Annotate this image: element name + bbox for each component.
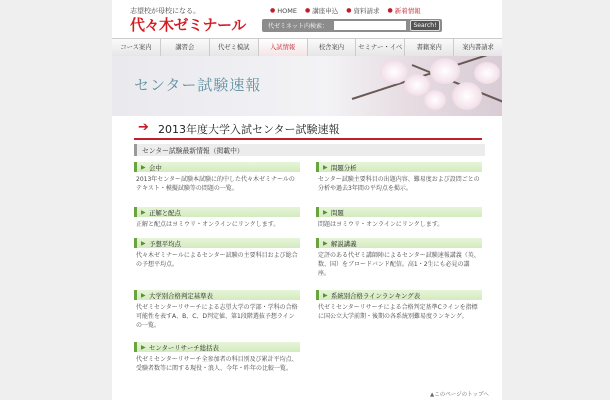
card-questions[interactable] xyxy=(316,207,482,229)
course-apply-link-label: 講座申込 xyxy=(312,7,339,15)
news-link[interactable] xyxy=(387,6,420,15)
card-description: 代ゼミセンターリサーチによる志望大学の学部・学科の合格可能性を表すA、B、C、D判定値、第1段階選抜予想ラインの一覧。 xyxy=(136,304,298,329)
brochure-request-link[interactable] xyxy=(346,6,379,15)
nav-item-books[interactable]: 書籍案内 xyxy=(405,39,454,56)
hero-banner xyxy=(112,56,502,116)
card-lecture[interactable] xyxy=(316,238,482,278)
card-ranking-table[interactable] xyxy=(316,290,482,321)
blossom-image xyxy=(452,82,482,110)
card-description: 代ゼミセンターリサーチ全参加者の科目別及び累計平均点、受験者数等に関する現役・浪人、今年・昨年の比較一覧。 xyxy=(136,356,298,372)
global-nav xyxy=(112,38,502,57)
triangle-right-icon: ▶ xyxy=(141,209,146,216)
nav-item-courses[interactable]: コース案内 xyxy=(112,39,161,56)
card-description: 問題はヨミウリ・オンラインにリンクします。 xyxy=(318,221,444,228)
triangle-right-icon: ▶ xyxy=(323,209,328,216)
card-title[interactable]: 問題分析 xyxy=(331,164,357,172)
search-label: 代ゼミネット内検索： xyxy=(268,23,329,30)
card-title[interactable]: 正解と配点 xyxy=(149,209,181,217)
card-title[interactable]: 問題 xyxy=(331,209,344,217)
triangle-right-icon: ▶ xyxy=(323,164,328,171)
blossom-image xyxy=(424,90,446,110)
card-title[interactable]: 会中 xyxy=(149,164,162,172)
brochure-request-link-label: 資料請求 xyxy=(353,7,380,15)
home-link[interactable] xyxy=(270,6,297,15)
card-description: 定評のある代ゼミ講師陣によるセンター試験速報講義（英、数、国）をブロードバンド配信。高1・2生にも必見の講座。 xyxy=(318,252,480,277)
card-title[interactable]: 予想平均点 xyxy=(149,240,181,248)
card-header[interactable] xyxy=(134,162,300,172)
triangle-right-icon: ▶ xyxy=(141,344,146,351)
utility-links xyxy=(270,6,421,15)
triangle-right-icon: ▶ xyxy=(141,164,146,171)
card-judgment-table[interactable] xyxy=(134,290,300,330)
card-header[interactable] xyxy=(316,207,482,217)
site-logo[interactable]: 代々木ゼミナール xyxy=(130,16,246,34)
triangle-right-icon: ▶ xyxy=(323,240,328,247)
course-apply-link[interactable] xyxy=(305,6,338,15)
nav-item-seminars[interactable]: 講習会 xyxy=(161,39,210,56)
news-link-label: 新着情報 xyxy=(394,7,421,15)
card-description: 代々木ゼミナールによるセンター試験の主要科目および総合の予想平均点。 xyxy=(136,252,298,268)
blossom-image xyxy=(430,58,460,84)
card-header[interactable] xyxy=(316,162,482,172)
card-header[interactable] xyxy=(134,238,300,248)
arrow-right-icon: ➔ xyxy=(138,120,149,135)
page-container xyxy=(112,0,502,400)
triangle-right-icon: ▶ xyxy=(323,292,328,299)
nav-item-guide-request[interactable]: 案内書請求 xyxy=(462,44,494,51)
nav-item-admission-info[interactable]: 入試情報 xyxy=(259,39,308,56)
card-header[interactable] xyxy=(316,238,482,248)
site-header xyxy=(112,0,502,38)
banner-title: センター試験速報 xyxy=(134,76,262,94)
card-header[interactable] xyxy=(316,290,482,300)
triangle-right-icon: ▶ xyxy=(141,240,146,247)
nav-item-campus[interactable]: 校舎案内 xyxy=(308,39,357,56)
page-margin-left xyxy=(0,0,112,400)
bullet-icon: ● xyxy=(270,7,276,14)
bullet-icon: ● xyxy=(387,7,393,14)
card-research-summary[interactable] xyxy=(134,342,300,373)
card-header[interactable] xyxy=(134,207,300,217)
card-title[interactable]: センターリサーチ総括表 xyxy=(149,344,219,352)
card-description: センター試験主要科目の出題内容、難易度および設問ごとの分析や過去3年間の平均点を掲示。 xyxy=(318,176,480,192)
card-description: 代ゼミセンターリサーチによる合格判定基準Cラインを指標に国公立大学前期・後期の各系統別難易度ランキング。 xyxy=(318,304,478,320)
site-tagline: 志望校が母校になる。 xyxy=(130,7,200,15)
nav-item-events[interactable]: セミナー・イベ xyxy=(356,39,405,56)
card-answers[interactable] xyxy=(134,207,300,229)
card-analysis[interactable] xyxy=(316,162,482,193)
card-header[interactable] xyxy=(134,342,300,352)
card-title[interactable]: 解説講義 xyxy=(331,240,357,248)
triangle-right-icon: ▶ xyxy=(141,292,146,299)
card-hits[interactable] xyxy=(134,162,300,193)
page-title-text: 2013年度大学入試センター試験速報 xyxy=(158,123,340,136)
search-button[interactable]: Search! xyxy=(410,20,440,31)
bullet-icon: ● xyxy=(346,7,352,14)
page-title xyxy=(134,118,482,140)
nav-item-mock-exams[interactable]: 代ゼミ模試 xyxy=(210,39,259,56)
search-input[interactable] xyxy=(334,21,406,30)
site-search xyxy=(262,19,442,32)
home-link-label: HOME xyxy=(277,6,297,15)
card-description: 2013年センター試験本試験に的中した代々木ゼミナールのテキスト・模擬試験等の問題の一覧。 xyxy=(136,176,295,192)
page-margin-right xyxy=(502,0,610,400)
card-title[interactable]: 系統別合格ラインランキング表 xyxy=(331,292,421,300)
section-heading-text: センター試験最新情報（掲載中） xyxy=(142,147,244,155)
card-average-score[interactable] xyxy=(134,238,300,269)
page-top-link[interactable]: ▲このページのトップへ xyxy=(430,392,489,398)
card-title[interactable]: 大学別合格判定基準表 xyxy=(149,292,213,300)
card-header[interactable] xyxy=(134,290,300,300)
section-heading xyxy=(134,144,485,156)
bullet-icon: ● xyxy=(304,7,311,14)
blossom-image xyxy=(474,62,500,84)
card-description: 正解と配点はヨミウリ・オンラインにリンクします。 xyxy=(136,221,280,228)
